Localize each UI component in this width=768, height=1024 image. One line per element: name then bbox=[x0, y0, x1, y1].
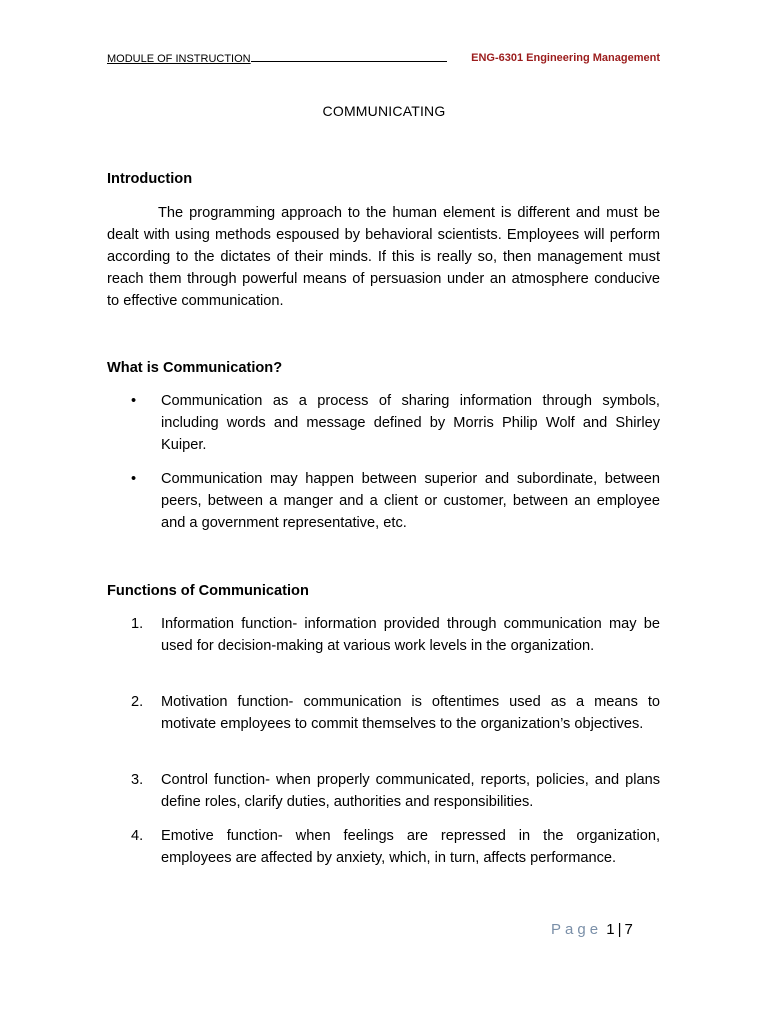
list-text: Emotive function- when feelings are repressed in the organization, employees are affected by anxiety, which, in turn, affects performance. bbox=[161, 828, 660, 866]
functions-heading: Functions of Communication bbox=[107, 583, 309, 599]
intro-paragraph: The programming approach to the human element is different and must be dealt with using methods espoused by behavioral scientists. Employees will perform according to the dictates of their minds. If this is really so, then management must reach them through powerful means of persuasion under an atmosphere conducive to effective communication. bbox=[107, 205, 660, 309]
bullet-marker: • bbox=[131, 393, 137, 409]
list-item bbox=[107, 468, 660, 534]
what-heading: What is Communication? bbox=[107, 360, 283, 376]
list-number: 1. bbox=[131, 616, 144, 632]
list-number: 2. bbox=[131, 694, 144, 710]
total-pages: 7 bbox=[624, 921, 633, 938]
list-item bbox=[107, 613, 660, 657]
list-item bbox=[107, 825, 660, 869]
page-label: Page bbox=[551, 921, 603, 938]
page-header bbox=[107, 51, 660, 66]
page-separator: | bbox=[617, 921, 622, 938]
bullet-marker: • bbox=[131, 471, 137, 487]
list-number: 3. bbox=[131, 772, 144, 788]
list-text: Information function- information provided through communication may be used for decision-making at various work levels in the organization. bbox=[161, 616, 660, 654]
list-item bbox=[107, 390, 660, 456]
list-item bbox=[107, 769, 660, 813]
document-title: COMMUNICATING bbox=[322, 103, 446, 119]
page-footer bbox=[551, 921, 633, 938]
bullet-text: Communication as a process of sharing information through symbols, including words and message defined by Morris Philip Wolf and Shirley Kuiper. bbox=[161, 393, 660, 453]
course-label: ENG-6301 Engineering Management bbox=[471, 52, 660, 64]
list-text: Control function- when properly communicated, reports, policies, and plans define roles, clarify duties, authorities and responsibilities. bbox=[161, 772, 660, 810]
list-number: 4. bbox=[131, 828, 144, 844]
current-page: 1 bbox=[606, 921, 615, 938]
bullet-text: Communication may happen between superior and subordinate, between peers, between a manger and a client or customer, between an employee and a government representative, etc. bbox=[161, 471, 660, 531]
header-rule bbox=[251, 51, 447, 62]
list-text: Motivation function- communication is oftentimes used as a means to motivate employees to commit themselves to the organization’s objectives. bbox=[161, 694, 660, 732]
module-label: MODULE OF INSTRUCTION bbox=[107, 53, 251, 65]
intro-heading: Introduction bbox=[107, 171, 193, 187]
list-item bbox=[107, 691, 660, 735]
